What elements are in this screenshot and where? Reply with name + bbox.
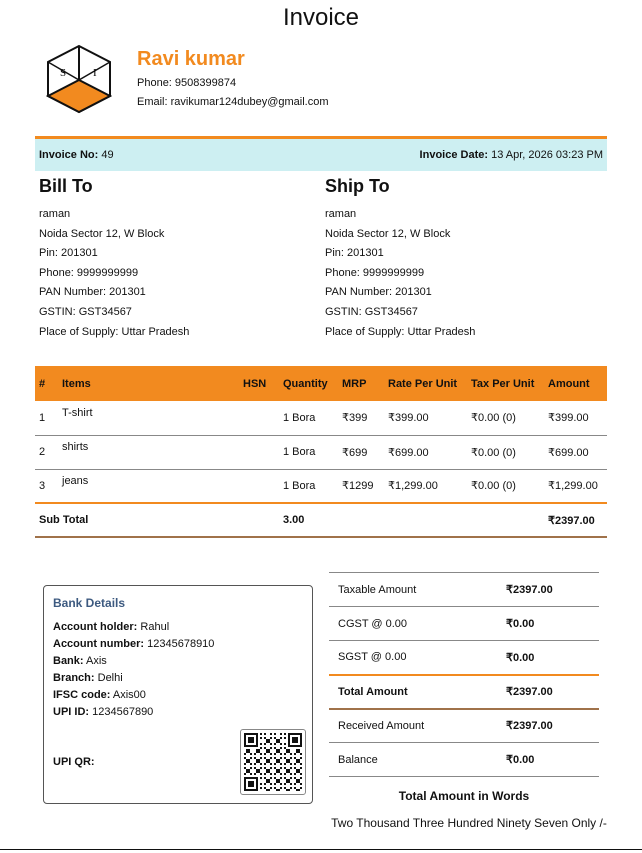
cell-quantity: 1 Bora <box>279 401 338 435</box>
invoice-info-bar <box>35 139 607 171</box>
cell-index: 2 <box>35 435 58 469</box>
totals-row <box>329 573 599 607</box>
cell-mrp: ₹1299 <box>338 469 384 503</box>
bill-to-line: Place of Supply: Uttar Pradesh <box>39 325 190 338</box>
upi-id-value: 1234567890 <box>92 706 154 718</box>
cell-tax: ₹0.00 (0) <box>467 401 544 435</box>
totals-value: ₹0.00 <box>497 607 599 641</box>
ship-to-line: raman <box>325 208 357 220</box>
upi-id <box>53 706 303 723</box>
items-table <box>35 366 607 538</box>
items-header-row <box>35 366 607 401</box>
totals-label: Received Amount <box>329 709 497 743</box>
cell-hsn <box>239 435 279 469</box>
totals-row <box>329 743 599 777</box>
item-name: jeans <box>62 474 89 487</box>
ship-to-line: Pin: 201301 <box>325 247 384 260</box>
totals-value: ₹0.00 <box>497 743 599 777</box>
cell-tax: ₹0.00 (0) <box>467 435 544 469</box>
account-number <box>53 638 303 655</box>
amount-in-words: Two Thousand Three Hundred Ninety Seven Only /- <box>331 816 607 830</box>
page-title: Invoice <box>282 4 360 31</box>
ifsc-label: IFSC code: <box>53 689 111 701</box>
item-name: shirts <box>62 441 89 453</box>
total-amount-row <box>329 675 599 709</box>
col-header-tax: Tax Per Unit <box>471 377 535 390</box>
bill-to-line: PAN Number: 201301 <box>39 286 146 299</box>
bill-to-line: Noida Sector 12, W Block <box>39 227 165 240</box>
ifsc-code <box>53 689 303 706</box>
ifsc-value: Axis00 <box>112 689 146 701</box>
col-header-items: Items <box>62 377 91 390</box>
invoice-date-label: Invoice Date: <box>419 149 489 161</box>
item-name: T-shirt <box>62 406 93 419</box>
cell-quantity: 1 Bora <box>279 435 338 469</box>
bill-to-line: Phone: 9999999999 <box>39 266 139 279</box>
totals-row <box>329 709 599 743</box>
subtotal-quantity: 3.00 <box>279 503 338 537</box>
page-bottom-divider <box>0 849 642 850</box>
cell-item <box>58 469 239 503</box>
col-header-quantity: Quantity <box>283 377 328 390</box>
ship-to-line: PAN Number: 201301 <box>325 286 432 299</box>
col-header-index: # <box>39 377 46 390</box>
cell-mrp: ₹399 <box>338 401 384 435</box>
cell-amount: ₹699.00 <box>544 435 607 469</box>
branch-label: Branch: <box>53 672 95 684</box>
business-email: Email: ravikumar124dubey@gmail.com <box>137 96 329 108</box>
col-header-amount: Amount <box>548 377 590 390</box>
amount-in-words-heading: Total Amount in Words <box>398 789 530 803</box>
branch-value: Delhi <box>97 672 123 684</box>
subtotal-row <box>35 503 607 537</box>
totals-value: ₹0.00 <box>497 641 599 675</box>
table-row <box>35 469 607 503</box>
totals-table <box>329 572 599 777</box>
col-header-rate: Rate Per Unit <box>388 377 458 390</box>
totals-value: ₹2397.00 <box>497 675 599 709</box>
subtotal-label: Sub Total <box>35 503 279 537</box>
invoice-number-value: 49 <box>101 149 114 161</box>
cell-hsn <box>239 401 279 435</box>
totals-label: CGST @ 0.00 <box>329 607 497 641</box>
bill-to-section <box>39 176 309 342</box>
account-holder <box>53 621 303 638</box>
bank-name <box>53 655 303 672</box>
business-logo <box>46 44 112 120</box>
cell-tax: ₹0.00 (0) <box>467 469 544 503</box>
totals-row <box>329 607 599 641</box>
totals-row <box>329 641 599 675</box>
account-number-label: Account number: <box>53 638 145 650</box>
cell-rate: ₹1,299.00 <box>384 469 467 503</box>
totals-label: Total Amount <box>329 675 497 709</box>
ship-to-line: Noida Sector 12, W Block <box>325 227 451 240</box>
table-row <box>35 401 607 435</box>
ship-to-section <box>325 176 595 342</box>
ship-to-line: Place of Supply: Uttar Pradesh <box>325 325 476 338</box>
cell-rate: ₹399.00 <box>384 401 467 435</box>
bill-to-line: Pin: 201301 <box>39 247 98 260</box>
cell-amount: ₹399.00 <box>544 401 607 435</box>
bank-details-heading: Bank Details <box>53 596 126 610</box>
totals-value: ₹2397.00 <box>497 709 599 743</box>
invoice-date-value: 13 Apr, 2026 03:23 PM <box>491 149 603 161</box>
subtotal-amount: ₹2397.00 <box>544 503 607 537</box>
cell-item <box>58 435 239 469</box>
business-name: Ravi kumar <box>137 48 245 70</box>
cell-index: 3 <box>35 469 58 503</box>
bill-to-heading: Bill To <box>39 176 93 196</box>
cell-mrp: ₹699 <box>338 435 384 469</box>
branch <box>53 672 303 689</box>
account-number-value: 12345678910 <box>147 638 215 650</box>
cell-index: 1 <box>35 401 58 435</box>
upi-qr-code <box>240 729 306 795</box>
bill-to-line: GSTIN: GST34567 <box>39 305 132 318</box>
bank-details-card <box>43 585 313 804</box>
table-row <box>35 435 607 469</box>
ship-to-line: Phone: 9999999999 <box>325 266 425 279</box>
invoice-number-label: Invoice No: <box>39 149 99 161</box>
cell-amount: ₹1,299.00 <box>544 469 607 503</box>
bank-name-value: Axis <box>86 655 107 667</box>
business-phone: Phone: 9508399874 <box>137 77 237 89</box>
cell-rate: ₹699.00 <box>384 435 467 469</box>
upi-qr-label: UPI QR: <box>53 756 95 768</box>
totals-label: Taxable Amount <box>329 573 497 607</box>
totals-label: Balance <box>329 743 497 777</box>
col-header-hsn: HSN <box>243 377 267 390</box>
account-holder-label: Account holder: <box>53 621 138 633</box>
account-holder-value: Rahul <box>140 621 170 633</box>
ship-to-heading: Ship To <box>325 176 390 196</box>
logo-letter-i: I <box>93 67 97 79</box>
bank-name-label: Bank: <box>53 655 84 667</box>
bill-to-line: raman <box>39 208 71 220</box>
invoice-number <box>39 149 114 161</box>
cell-quantity: 1 Bora <box>279 469 338 503</box>
logo-letter-s: S <box>60 67 67 79</box>
upi-id-label: UPI ID: <box>53 706 90 718</box>
cell-item <box>58 401 239 435</box>
ship-to-line: GSTIN: GST34567 <box>325 305 418 318</box>
col-header-mrp: MRP <box>342 377 367 390</box>
totals-value: ₹2397.00 <box>497 573 599 607</box>
qr-code-icon <box>244 733 302 791</box>
cell-hsn <box>239 469 279 503</box>
totals-label: SGST @ 0.00 <box>329 641 497 675</box>
invoice-date <box>420 149 603 161</box>
